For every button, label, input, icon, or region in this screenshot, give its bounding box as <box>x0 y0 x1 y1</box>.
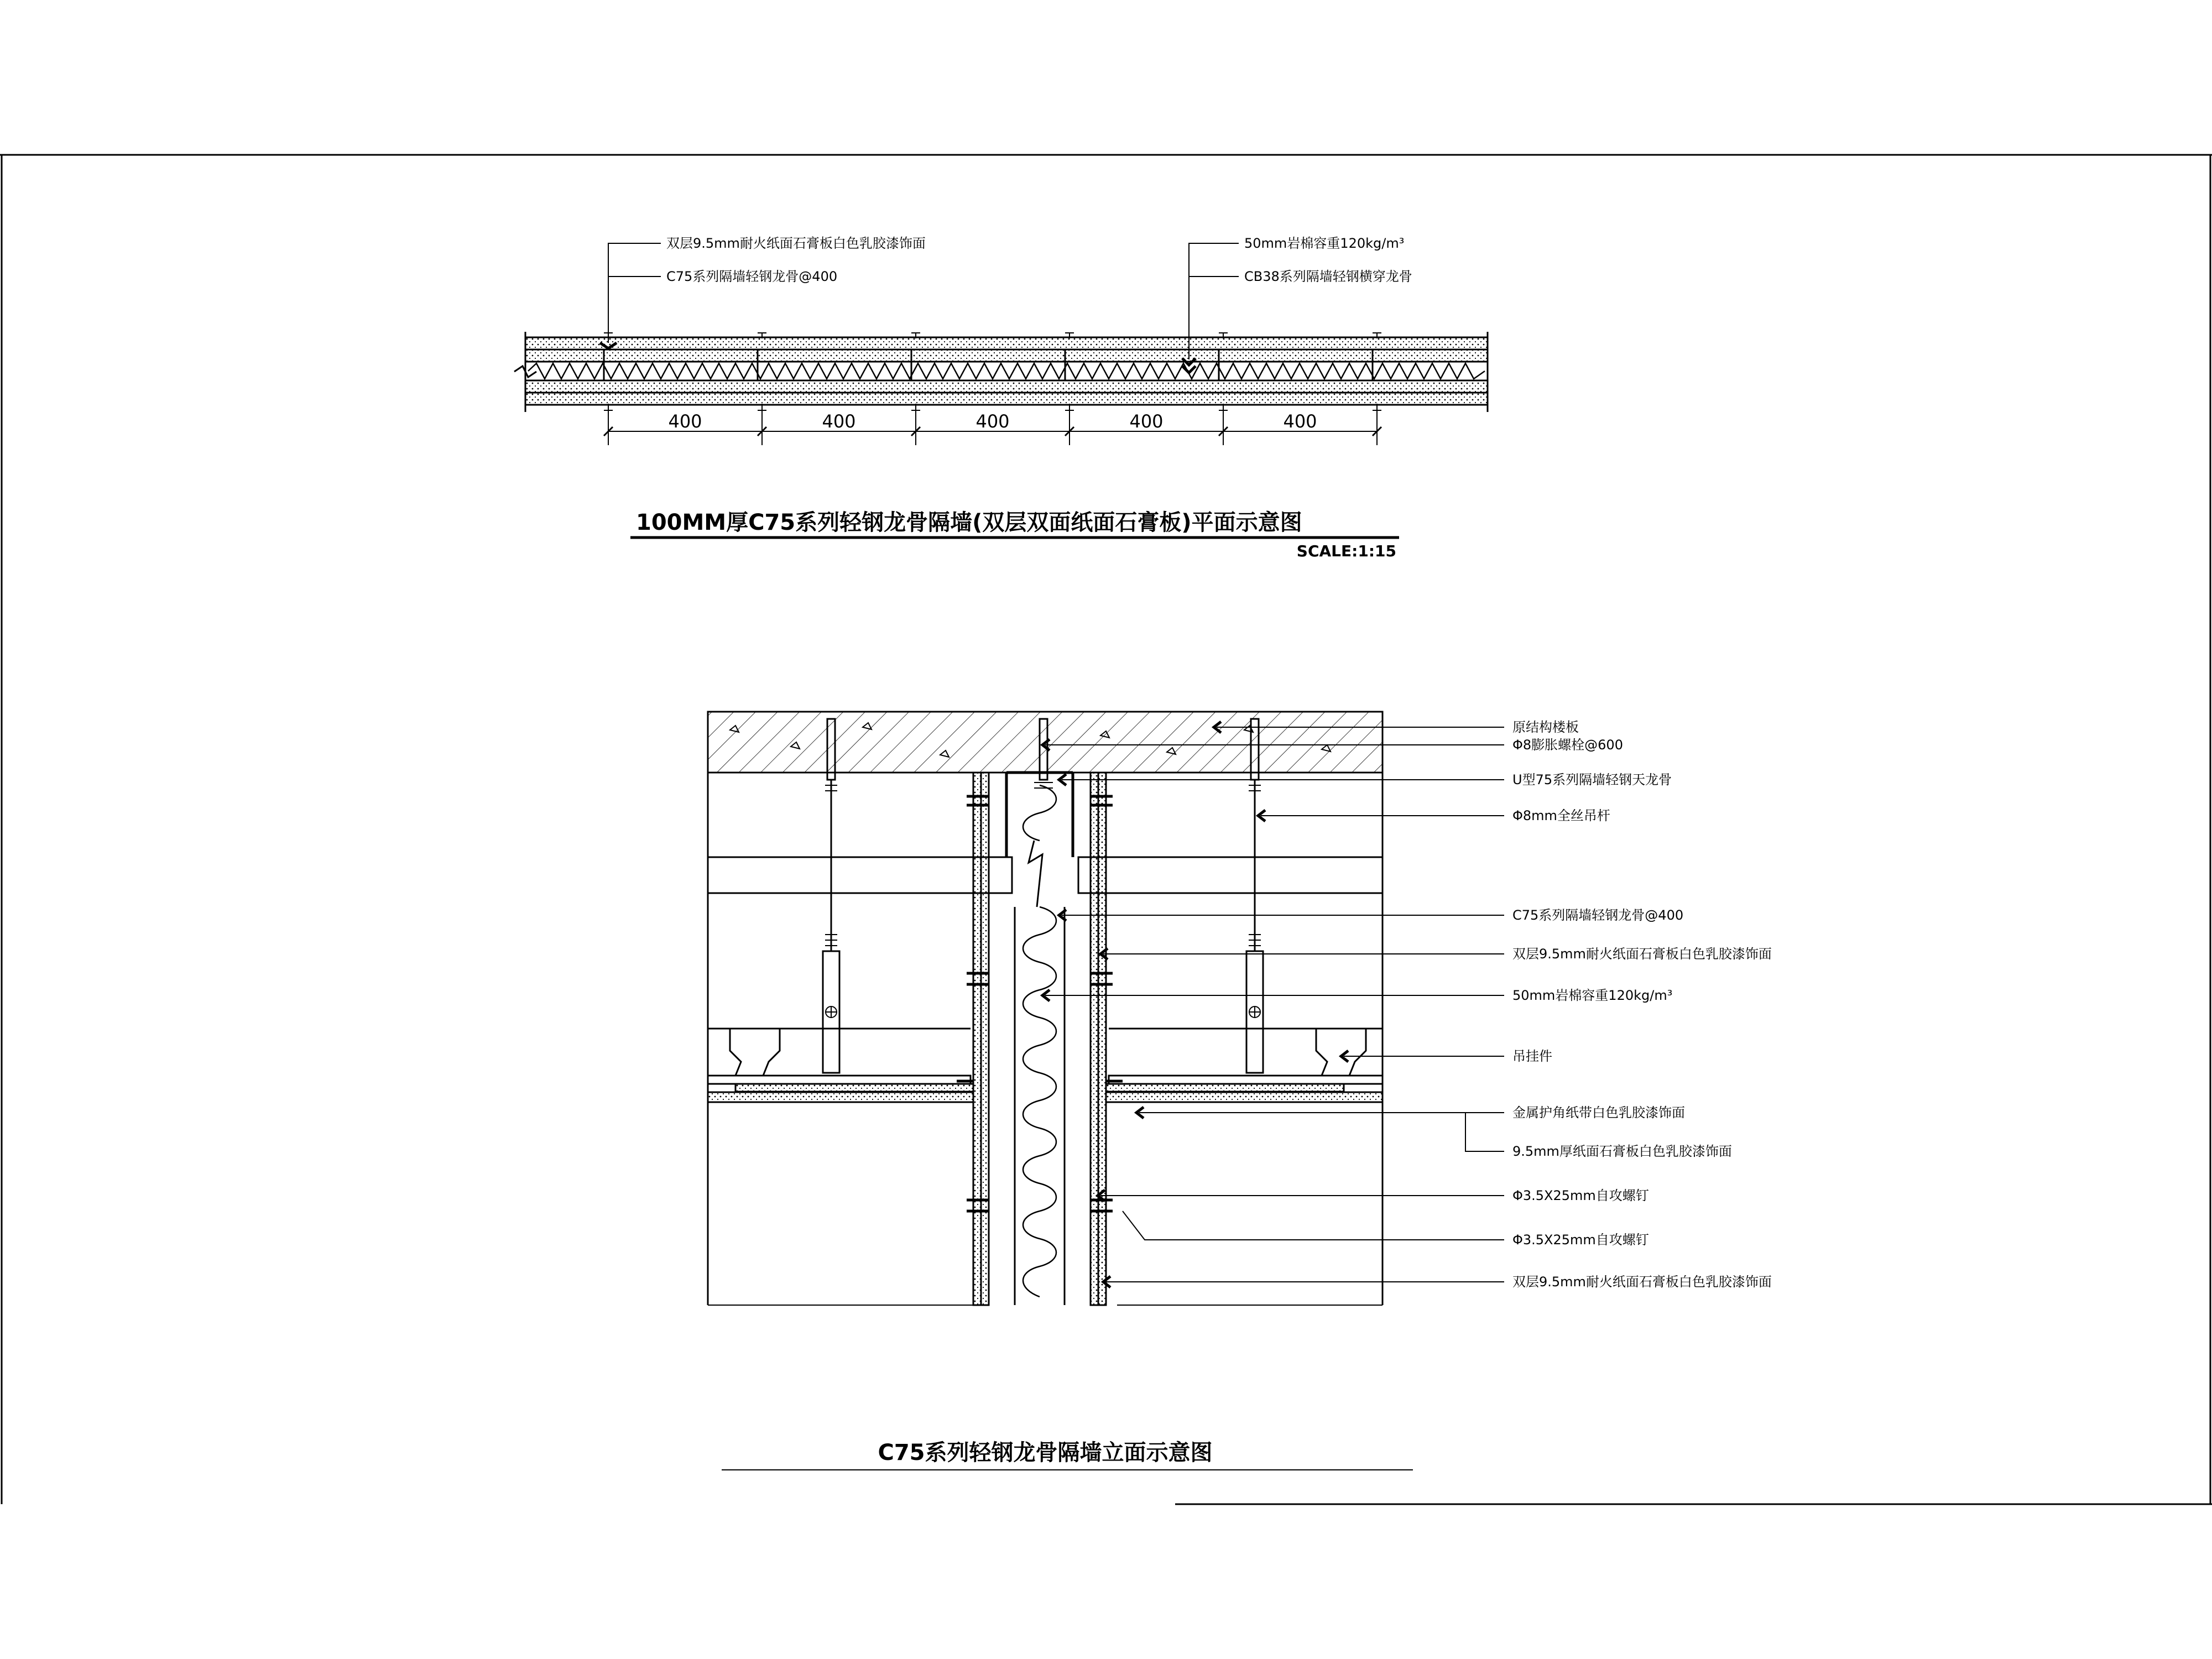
wall-board-left-outer <box>973 773 981 1305</box>
plan-board-top-inner <box>525 349 1488 362</box>
elevation-callout: 原结构楼板 <box>1512 719 1579 735</box>
elevation-view <box>708 712 1772 1470</box>
plan-board-bottom-inner <box>525 380 1488 393</box>
elevation-callout: U型75系列隔墙轻钢天龙骨 <box>1512 772 1672 787</box>
plan-dimension-label: 400 <box>1283 411 1317 432</box>
wall-board-right-outer <box>1098 773 1106 1305</box>
plan-scale: SCALE:1:15 <box>1296 542 1396 560</box>
wall-board-left-inner <box>981 773 989 1305</box>
room-outline <box>708 773 1383 1305</box>
ceiling-main-beam-left <box>708 857 1012 893</box>
elevation-callout: 双层9.5mm耐火纸面石膏板白色乳胶漆饰面 <box>1512 946 1772 962</box>
partition-wall <box>973 773 1106 1305</box>
elevation-callout: 50mm岩棉容重120kg/m³ <box>1512 988 1673 1003</box>
ceiling-board <box>1106 1092 1383 1102</box>
plan-dimension-label: 400 <box>822 411 856 432</box>
elevation-callout: 9.5mm厚纸面石膏板白色乳胶漆饰面 <box>1512 1144 1732 1159</box>
wall-break-mark <box>1029 841 1042 907</box>
ceiling-board <box>708 1092 973 1102</box>
plan-wall <box>514 332 1488 412</box>
elevation-title: C75系列轻钢龙骨隔墙立面示意图 <box>878 1440 1213 1465</box>
plan-board-top-outer <box>525 337 1488 349</box>
elevation-callout: 双层9.5mm耐火纸面石膏板白色乳胶漆饰面 <box>1512 1274 1772 1290</box>
plan-view <box>514 236 1488 560</box>
ceiling-channel <box>1109 1076 1383 1084</box>
plan-dimension-label: 400 <box>1129 411 1164 432</box>
elevation-callout: Φ3.5X25mm自攻螺钉 <box>1512 1232 1649 1248</box>
ceiling-channel <box>708 1076 971 1084</box>
plan-callout-board: 双层9.5mm耐火纸面石膏板白色乳胶漆饰面 <box>666 236 926 251</box>
wall-board-right-inner <box>1091 773 1098 1305</box>
plan-board-bottom-outer <box>525 393 1488 405</box>
plan-insulation-zigzag <box>528 363 1485 379</box>
elevation-callout: Φ8膨胀螺栓@600 <box>1512 737 1623 753</box>
top-track-channel <box>1006 773 1073 857</box>
suspended-ceiling-left <box>708 1029 973 1102</box>
suspended-ceiling-right <box>1106 1029 1383 1102</box>
plan-callout-wool: 50mm岩棉容重120kg/m³ <box>1244 236 1405 251</box>
ceiling-board <box>735 1084 973 1092</box>
plan-dimension-label: 400 <box>975 411 1010 432</box>
plan-title: 100MM厚C75系列轻钢龙骨隔墙(双层双面纸面石膏板)平面示意图 <box>636 510 1302 535</box>
plan-dimension-label: 400 <box>668 411 702 432</box>
ceiling-main-beam-right <box>1078 857 1383 893</box>
elevation-callout: Φ8mm全丝吊杆 <box>1512 808 1610 823</box>
elevation-callout: 金属护角纸带白色乳胶漆饰面 <box>1512 1105 1685 1120</box>
ceiling-board <box>1106 1084 1344 1092</box>
elevation-callout: 吊挂件 <box>1512 1048 1552 1064</box>
plan-callout-channel: CB38系列隔墙轻钢横穿龙骨 <box>1244 269 1412 284</box>
elevation-callout: C75系列隔墙轻钢龙骨@400 <box>1512 907 1684 923</box>
wall-stud-sides <box>1015 907 1065 1305</box>
plan-callout-stud: C75系列隔墙轻钢龙骨@400 <box>666 269 838 284</box>
elevation-callout: Φ3.5X25mm自攻螺钉 <box>1512 1188 1649 1203</box>
